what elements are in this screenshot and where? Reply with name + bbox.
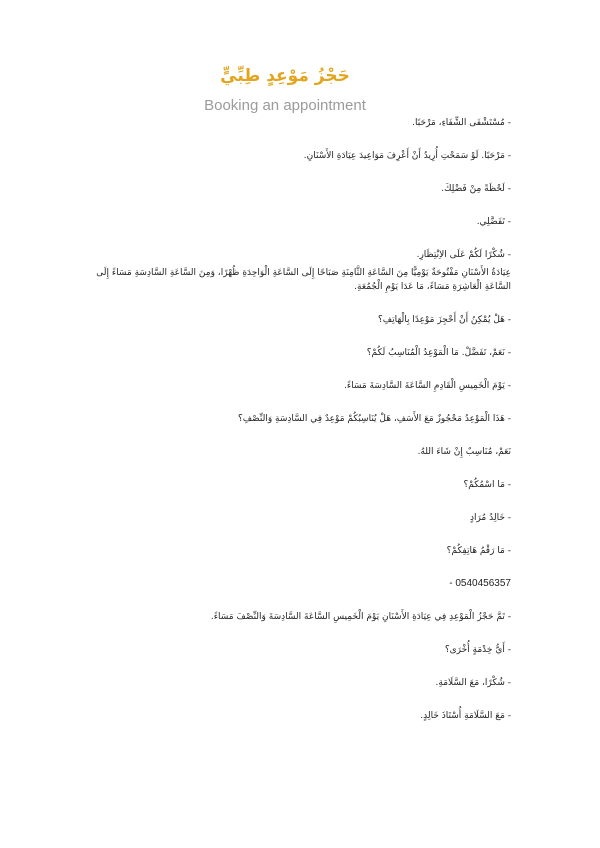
dialogue-line: - تَفَضَّلِي. xyxy=(476,217,511,227)
dialogue-line: - تَمَّ حَجْزُ الْمَوْعِدِ فِي عِيَادَةِ الأَسْنَانِ يَوْمَ الْخَمِيسِ السَّاعَةَ السَّادِسَةَ وَالنِّصْفَ مَسَاءً. xyxy=(210,612,511,622)
page-title-english: Booking an appointment xyxy=(204,97,366,114)
dialogue-line: - نَعَمْ، تَفَضَّلْ. مَا الْمَوْعِدُ الْمُنَاسِبُ لَكُمْ؟ xyxy=(366,348,511,358)
phone-number-line: 0540456357 - xyxy=(449,578,511,589)
dialogue-line: - هَذَا الْمَوْعِدُ مَحْجُوزٌ مَعَ الأَسَفِ، هَلْ يُنَاسِبُكُمْ مَوْعِدٌ فِي السَّادِسَةِ وَالنِّصْفِ؟ xyxy=(237,414,511,424)
dialogue-line: - مُسْتَشْفَى الشِّفَاءِ، مَرْحَبًا. xyxy=(412,118,511,128)
page-title-arabic: حَجْزُ مَوْعِدٍ طِبِّيٍّ xyxy=(220,66,350,86)
dialogue-line: نَعَمْ، مُنَاسِبٌ إِنْ شَاءَ اللهُ. xyxy=(417,447,511,457)
dialogue-line: - يَوْمَ الْخَمِيسِ الْقَادِمِ السَّاعَةَ السَّادِسَةَ مَسَاءً. xyxy=(344,381,511,391)
dialogue-line: - أَيُّ خِدْمَةٍ أُخْرَى؟ xyxy=(444,645,511,655)
dialogue-line: - هَلْ يُمْكِنُ أَنْ أَحْجِزَ مَوْعِدًا بِالْهَاتِفِ؟ xyxy=(378,315,511,325)
dialogue-line: - لَحْظَةً مِنْ فَضْلِكَ. xyxy=(441,184,511,194)
dialogue-paragraph: عِيَادَةُ الأَسْنَانِ مَفْتُوحَةٌ يَوْمِيًّا مِنَ السَّاعَةِ الثَّامِنَةِ صَبَاحًا إِلَى السَّاعَةِ الْوَاحِدَةِ ظُهْرًا، وَمِنَ السَّاعَةِ السَّادِسَةِ مَسَاءً إِلَى السَّاعَةِ الْعَاشِرَةِ مَسَاءً، مَا عَدَا يَوْمِ الْجُمُعَةِ. xyxy=(96,268,511,292)
dialogue-line: - خَالِدُ مُرَادٍ xyxy=(469,513,511,523)
dialogue-line: - مَا رَقْمُ هَاتِفِكُمْ؟ xyxy=(446,546,511,556)
dialogue-line: - شُكْرًا لَكُمْ عَلَى الاِنْتِظَارِ. xyxy=(416,250,511,260)
dialogue-line: - مَعَ السَّلَامَةِ أُسْتَاذَ خَالِدٍ. xyxy=(420,711,511,721)
dialogue-line: - مَرْحَبًا. لَوْ سَمَحْتِ أُرِيدُ أَنْ أَعْرِفَ مَوَاعِيدَ عِيَادَةِ الأَسْنَانِ. xyxy=(303,151,511,161)
dialogue-body xyxy=(81,116,511,742)
dialogue-line: - شُكْرًا، مَعَ السَّلَامَةِ. xyxy=(435,678,511,688)
dialogue-line: - مَا اسْمُكُمْ؟ xyxy=(463,480,511,490)
